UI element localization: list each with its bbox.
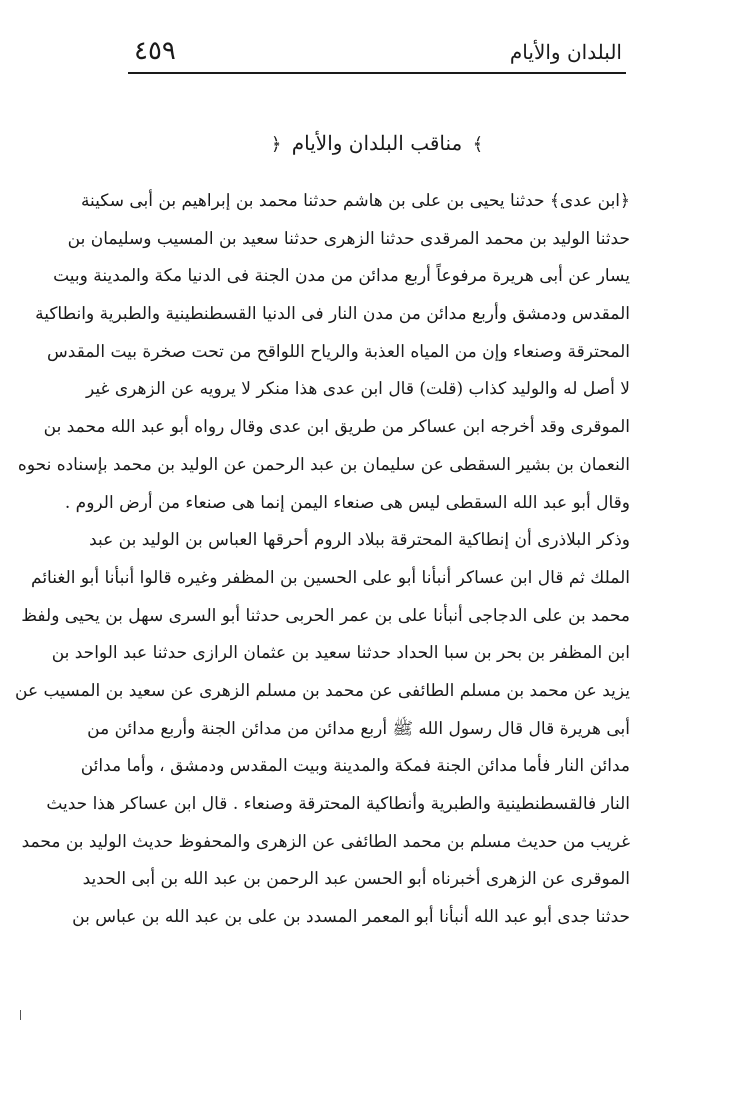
- text-line: محمد بن على الدجاجى أنبأنا على بن عمر الحربى حدثنا أبو السرى سهل بن يحيى ولفظ: [21, 605, 630, 626]
- text-line: ابن المظفر بن بحر بن سبا الحداد حدثنا سعيد بن عثمان الرازى حدثنا عبد الواحد بن: [51, 643, 630, 664]
- text-line: الموقرى عن الزهرى أخبرناه أبو الحسن عبد الرحمن بن عبد الله بن أبى الحديد: [82, 869, 630, 890]
- ornament-bracket-left: ﴿: [270, 134, 282, 155]
- body-text: [15, 183, 630, 937]
- text-line: وقال أبو عبد الله السقطى ليس هى صنعاء اليمن إنما هى صنعاء من أرض الروم .: [64, 492, 630, 513]
- header-rule: [128, 72, 626, 74]
- running-title: البلدان والأيام: [509, 40, 622, 64]
- section-title-text: مناقب البلدان والأيام: [291, 131, 463, 155]
- text-line: المحترقة وصنعاء وإن من المياه العذبة والرياح اللواقح من تحت صخرة بيت المقدس: [47, 341, 630, 362]
- text-line: ﴿ابن عدى﴾ حدثنا يحيى بن على بن هاشم حدثنا محمد بن إبراهيم بن أبى سكينة: [80, 191, 630, 211]
- text-line: يزيد عن محمد بن مسلم الطائفى عن محمد بن مسلم الزهرى عن سعيد بن المسيب عن: [15, 680, 630, 701]
- text-line: النار فالقسطنطينية والطبرية وأنطاكية المحترقة وصنعاء . قال ابن عساكر هذا حديث: [46, 794, 630, 814]
- text-line: أبى هريرة قال قال رسول الله ﷺ أربع مدائن من مدائن الجنة وأربع مدائن من: [87, 718, 630, 739]
- text-line: لا أصل له والوليد كذاب (قلت) قال ابن عدى هذا منكر لا يرويه عن الزهرى غير: [86, 379, 630, 400]
- text-line: حدثنا جدى أبو عبد الله أنبأنا أبو المعمر المسدد بن على بن عبد الله بن عباس بن: [72, 907, 630, 928]
- text-line: مدائن النار فأما مدائن الجنة فمكة والمدينة وبيت المقدس ودمشق ، وأما مدائن: [80, 756, 630, 777]
- text-line: الملك ثم قال ابن عساكر أنبأنا أبو على الحسين بن المظفر وغيره قالوا أنبأنا أبو الغنائم: [31, 567, 630, 588]
- text-line: يسار عن أبى هريرة مرفوعاً أربع مدائن من مدن الجنة فى الدنيا مكة والمدينة وبيت: [53, 266, 630, 287]
- text-line: النعمان بن بشير السقطى عن سليمان بن عبد الرحمن عن الوليد بن محمد بإسناده نحوه: [17, 454, 630, 475]
- section-title: [128, 128, 626, 160]
- text-line: المقدس ودمشق وأربع مدائن من مدن النار فى الدنيا القسطنطينية والطبرية وانطاكية: [35, 304, 630, 325]
- ornament-bracket-right: ﴾: [472, 134, 484, 155]
- page-number: ٤٥٩: [134, 36, 176, 66]
- page-header: [128, 30, 626, 70]
- margin-mark: [20, 1010, 25, 1020]
- text-line: حدثنا الوليد بن محمد المرقدى حدثنا الزهرى حدثنا سعيد بن المسيب وسليمان بن: [67, 228, 630, 249]
- text-line: غريب من حديث مسلم بن محمد الطائفى عن الزهرى والمحفوظ حديث الوليد بن محمد: [21, 831, 630, 852]
- text-line: الموقرى وقد أخرجه ابن عساكر من طريق ابن عدى وقال رواه أبو عبد الله محمد بن: [43, 417, 630, 438]
- text-line: وذكر البلاذرى أن إنطاكية المحترقة ببلاد الروم أحرقها العباس بن الوليد بن عبد: [89, 530, 630, 551]
